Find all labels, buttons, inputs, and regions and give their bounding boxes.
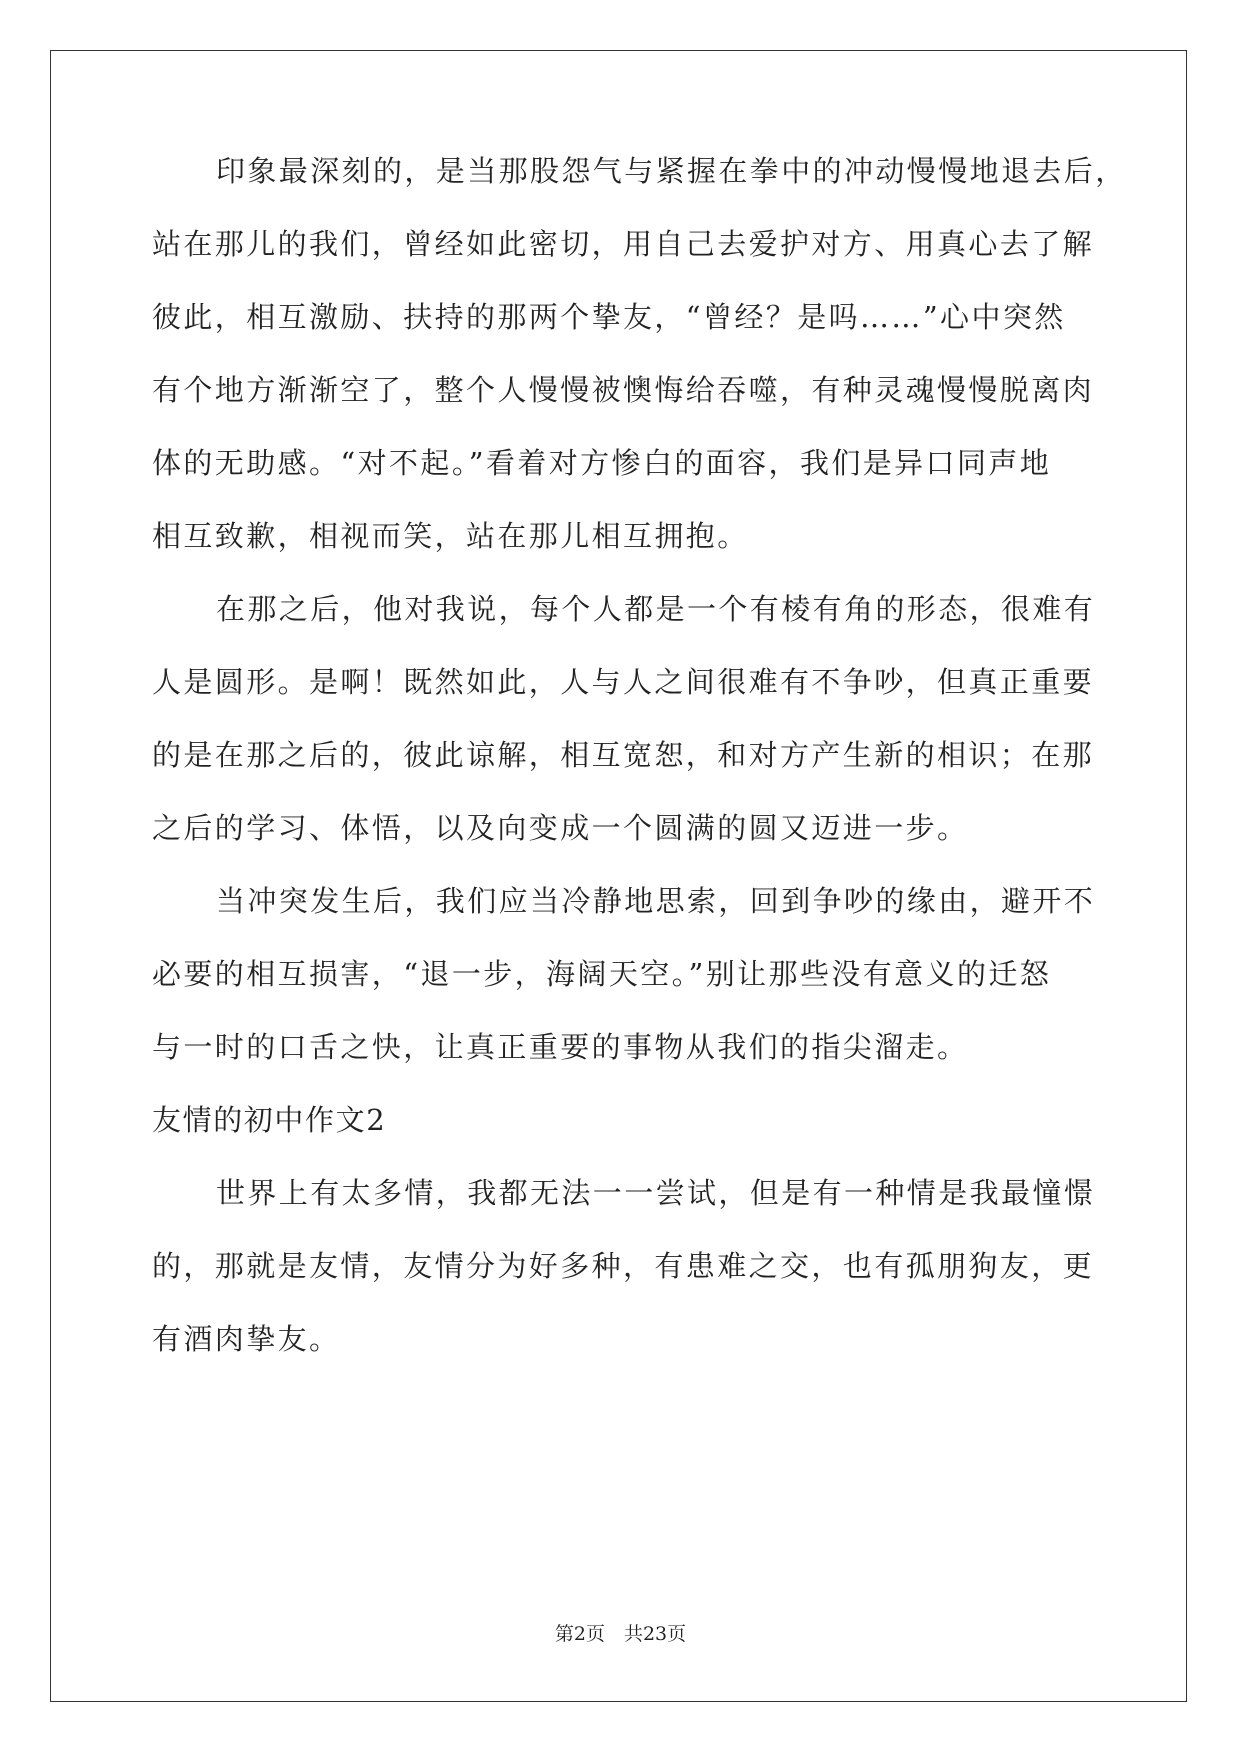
paragraph-4-line-2: 的，那就是友情，友情分为好多种，有患难之交，也有孤朋狗友，更 <box>152 1249 1095 1283</box>
paragraph-4-line-3: 有酒肉挚友。 <box>152 1322 341 1356</box>
paragraph-4-line-1: 世界上有太多情，我都无法一一尝试，但是有一种情是我最憧憬 <box>216 1176 1096 1210</box>
paragraph-1-line-4: 有个地方渐渐空了，整个人慢慢被懊悔给吞噬，有种灵魂慢慢脱离肉 <box>152 373 1095 407</box>
paragraph-3-line-1: 当冲突发生后，我们应当冷静地思索，回到争吵的缘由，避开不 <box>216 884 1096 918</box>
paragraph-2-line-2: 人是圆形。是啊！既然如此，人与人之间很难有不争吵，但真正重要 <box>152 665 1095 699</box>
paragraph-2-line-3: 的是在那之后的，彼此谅解，相互宽恕，和对方产生新的相识；在那 <box>152 738 1095 772</box>
paragraph-1-line-2: 站在那儿的我们，曾经如此密切，用自己去爱护对方、用真心去了解 <box>152 227 1095 261</box>
section-heading: 友情的初中作文2 <box>152 1103 387 1137</box>
paragraph-3-line-3: 与一时的口舌之快，让真正重要的事物从我们的指尖溜走。 <box>152 1030 969 1064</box>
paragraph-1-line-3: 彼此，相互激励、扶持的那两个挚友，“曾经？是吗……”心中突然 <box>152 300 1066 334</box>
paragraph-2-line-1: 在那之后，他对我说，每个人都是一个有棱有角的形态，很难有 <box>216 592 1096 626</box>
paragraph-1-line-1: 印象最深刻的，是当那股怨气与紧握在拳中的冲动慢慢地退去后， <box>216 154 1127 188</box>
page-footer: 第2页 共23页 <box>554 1623 687 1645</box>
paragraph-1-line-5: 体的无助感。“对不起。”看着对方惨白的面容，我们是异口同声地 <box>152 446 1052 480</box>
paragraph-2-line-4: 之后的学习、体悟，以及向变成一个圆满的圆又迈进一步。 <box>152 811 969 845</box>
paragraph-1-line-6: 相互致歉，相视而笑，站在那儿相互拥抱。 <box>152 519 749 553</box>
paragraph-3-line-2: 必要的相互损害，“退一步，海阔天空。”别让那些没有意义的迁怒 <box>152 957 1052 991</box>
